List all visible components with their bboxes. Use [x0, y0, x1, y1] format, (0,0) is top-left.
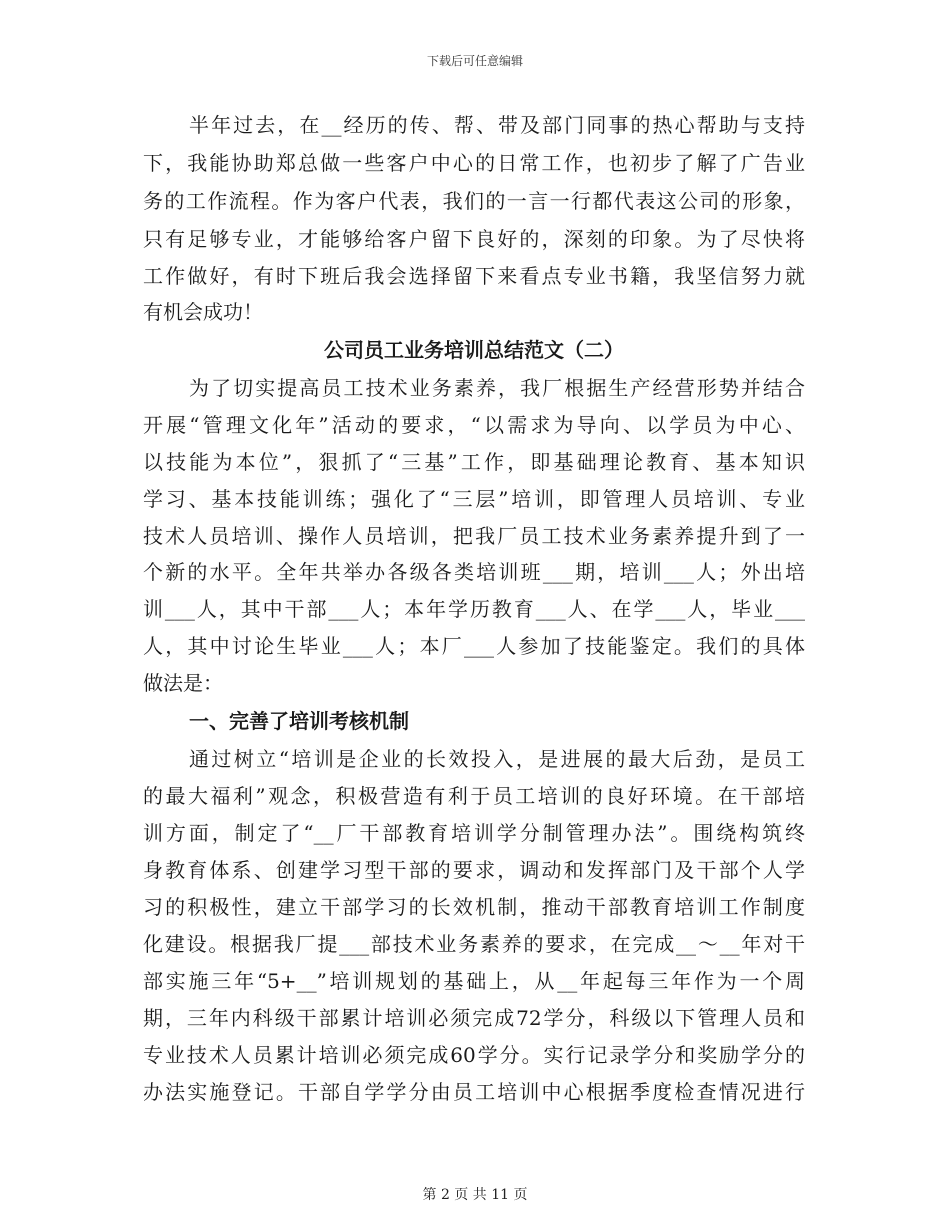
- section-title: 公司员工业务培训总结范文（二）: [324, 338, 624, 362]
- text-line: 学习、基本技能训练；强化了“三层”培训，即管理人员培训、专业: [143, 487, 805, 511]
- page-header: 下载后可任意编辑: [426, 54, 523, 68]
- text-line: 化建设。根据我厂提___部技术业务素养的要求，在完成__～__年对干: [143, 932, 805, 956]
- page-footer: 第 2 页 共 11 页: [422, 1187, 528, 1203]
- text-line: 期，三年内科级干部累计培训必须完成72学分，科级以下管理人员和: [143, 1006, 805, 1030]
- subsection-heading: 一、完善了培训考核机制: [189, 709, 409, 733]
- text-line: 工作做好，有时下班后我会选择留下来看点专业书籍，我坚信努力就: [143, 264, 805, 288]
- text-line: 专业技术人员累计培训必须完成60学分。实行记录学分和奖励学分的: [143, 1043, 805, 1067]
- text-line: 技术人员培训、操作人员培训，把我厂员工技术业务素养提升到了一: [143, 524, 805, 548]
- text-line: 开展“管理文化年”活动的要求，“以需求为导向、以学员为中心、: [143, 413, 805, 437]
- text-line: 个新的水平。全年共举办各级各类培训班___期，培训___人；外出培: [143, 560, 805, 584]
- text-line: 有机会成功！: [143, 300, 263, 324]
- text-line: 下，我能协助郑总做一些客户中心的日常工作，也初步了解了广告业: [143, 151, 805, 175]
- text-line: 半年过去，在__经历的传、帮、带及部门同事的热心帮助与支持: [189, 113, 805, 137]
- text-line: 以技能为本位”，狠抓了“三基”工作，即基础理论教育、基本知识: [143, 450, 805, 474]
- text-line: 身教育体系、创建学习型干部的要求，调动和发挥部门及干部个人学: [143, 858, 805, 882]
- text-line: 做法是：: [143, 671, 223, 695]
- text-line: 务的工作流程。作为客户代表，我们的一言一行都代表这公司的形象，: [143, 189, 805, 213]
- text-line: 部实施三年“5+__”培训规划的基础上，从__年起每三年作为一个周: [143, 969, 805, 993]
- text-line: 通过树立“培训是企业的长效投入，是进展的最大后劲，是员工: [189, 747, 805, 771]
- text-line: 只有足够专业，才能够给客户留下良好的，深刻的印象。为了尽快将: [143, 227, 805, 251]
- text-line: 训方面，制定了“__厂干部教育培训学分制管理办法”。围绕构筑终: [143, 821, 805, 845]
- text-line: 训___人，其中干部___人；本年学历教育___人、在学___人，毕业___: [143, 597, 805, 621]
- text-line: 人，其中讨论生毕业___人；本厂___人参加了技能鉴定。我们的具体: [143, 634, 805, 658]
- text-line: 的最大福利”观念，积极营造有利于员工培训的良好环境。在干部培: [143, 784, 805, 808]
- text-line: 习的积极性，建立干部学习的长效机制，推动干部教育培训工作制度: [143, 895, 805, 919]
- text-line: 办法实施登记。干部自学学分由员工培训中心根据季度检查情况进行: [143, 1080, 805, 1104]
- text-line: 为了切实提高员工技术业务素养，我厂根据生产经营形势并结合: [189, 376, 805, 400]
